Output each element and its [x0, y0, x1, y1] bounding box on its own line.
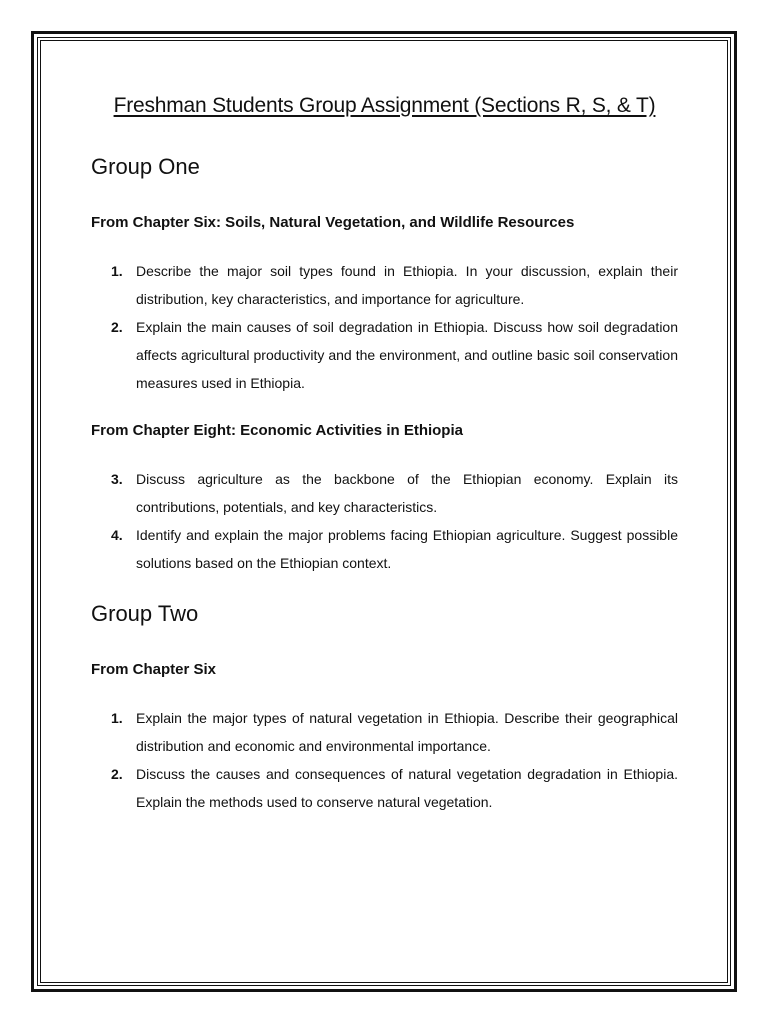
chapter-heading: From Chapter Six: [91, 661, 217, 678]
question-list: [91, 704, 678, 816]
item-text: Identify and explain the major problems facing Ethiopian agriculture. Suggest possible solutions based on the Ethiopian context.: [136, 527, 678, 571]
item-number: 1.: [111, 263, 123, 279]
list-item: [91, 760, 678, 816]
item-number: 2.: [111, 319, 123, 335]
group-two-heading: Group Two: [91, 601, 199, 626]
group-one-heading: Group One: [91, 154, 200, 179]
list-item: [91, 521, 678, 577]
item-text: Explain the main causes of soil degradation in Ethiopia. Discuss how soil degradation affects agricultural productivity and the environment, and outline basic soil conservation measures used in Ethiopia.: [136, 319, 678, 391]
question-list: [91, 465, 678, 577]
item-number: 2.: [111, 766, 123, 782]
list-item: [91, 257, 678, 313]
list-item: [91, 465, 678, 521]
item-number: 3.: [111, 471, 123, 487]
item-text: Describe the major soil types found in Ethiopia. In your discussion, explain their distribution, key characteristics, and importance for agriculture.: [136, 263, 678, 307]
document-title: Freshman Students Group Assignment (Sections R, S, & T): [113, 94, 656, 117]
question-list: [91, 257, 678, 397]
list-item: [91, 313, 678, 397]
item-number: 4.: [111, 527, 123, 543]
item-text: Discuss agriculture as the backbone of the Ethiopian economy. Explain its contributions, potentials, and key characteristics.: [136, 471, 678, 515]
item-text: Discuss the causes and consequences of natural vegetation degradation in Ethiopia. Explain the methods used to conserve natural vegetation.: [136, 766, 678, 810]
item-text: Explain the major types of natural vegetation in Ethiopia. Describe their geographical distribution and economic and environmental importance.: [136, 710, 678, 754]
list-item: [91, 704, 678, 760]
chapter-heading: From Chapter Six: Soils, Natural Vegetation, and Wildlife Resources: [91, 214, 575, 231]
chapter-heading: From Chapter Eight: Economic Activities in Ethiopia: [91, 422, 463, 439]
item-number: 1.: [111, 710, 123, 726]
